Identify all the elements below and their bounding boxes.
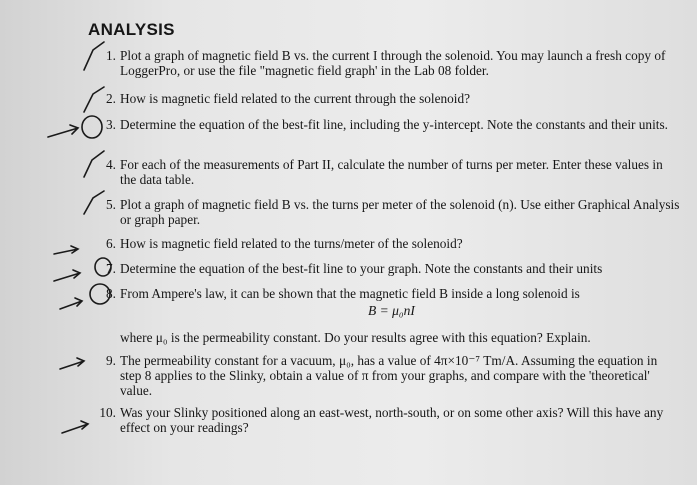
section-heading: ANALYSIS — [88, 20, 175, 39]
item-number: 3. — [106, 117, 116, 132]
item-text: Plot a graph of magnetic field B vs. the turns per meter of the solenoid (n). Use either Graphical Analysis or graph paper. — [120, 197, 680, 227]
item-number: 10. — [99, 405, 116, 420]
item-number: 6. — [106, 236, 116, 251]
item-text: The permeability constant for a vacuum, μ₀, has a value of 4π×10⁻⁷ Tm/A. Assuming the equation in step 8 applies to the Slinky, obtain a value of π from your graphs, and compare with the 'theoretical' value. — [120, 353, 658, 398]
item-number: 7. — [106, 261, 116, 276]
item-number: 9. — [106, 353, 116, 368]
item-number: 1. — [106, 48, 116, 63]
item-number: 2. — [106, 91, 116, 106]
item-number: 5. — [106, 197, 116, 212]
arrow-icon — [54, 246, 78, 254]
item-number: 8. — [106, 286, 116, 301]
solenoid-equation: B = μ₀nI — [368, 303, 415, 318]
item-text: Was your Slinky positioned along an east-west, north-south, or on some other axis? Will this have any effect on your readings? — [120, 405, 664, 435]
item-number: 4. — [106, 157, 116, 172]
item-text: Plot a graph of magnetic field B vs. the current I through the solenoid. You may launch a fresh copy of LoggerPro, or use the file "magnetic field graph' in the Lab 08 folder. — [120, 48, 666, 78]
arrow-icon — [60, 358, 84, 369]
item-text: For each of the measurements of Part II, calculate the number of turns per meter. Enter these values in the data table. — [120, 157, 663, 187]
item-text: Determine the equation of the best-fit line, including the y-intercept. Note the constants and their units. — [120, 117, 668, 132]
item-text: How is magnetic field related to the turns/meter of the solenoid? — [120, 236, 463, 251]
arrow-icon — [54, 270, 80, 281]
arrow-icon — [62, 421, 88, 433]
item-text: How is magnetic field related to the current through the solenoid? — [120, 91, 471, 106]
arrow-icon — [48, 125, 78, 137]
item-text: From Ampere's law, it can be shown that the magnetic field B inside a long solenoid is — [120, 286, 580, 301]
equation-explanation: where μ₀ is the permeability constant. Do your results agree with this equation? Explain. — [120, 330, 591, 345]
item-text: Determine the equation of the best-fit line to your graph. Note the constants and their units — [120, 261, 603, 276]
arrow-icon — [60, 298, 82, 309]
